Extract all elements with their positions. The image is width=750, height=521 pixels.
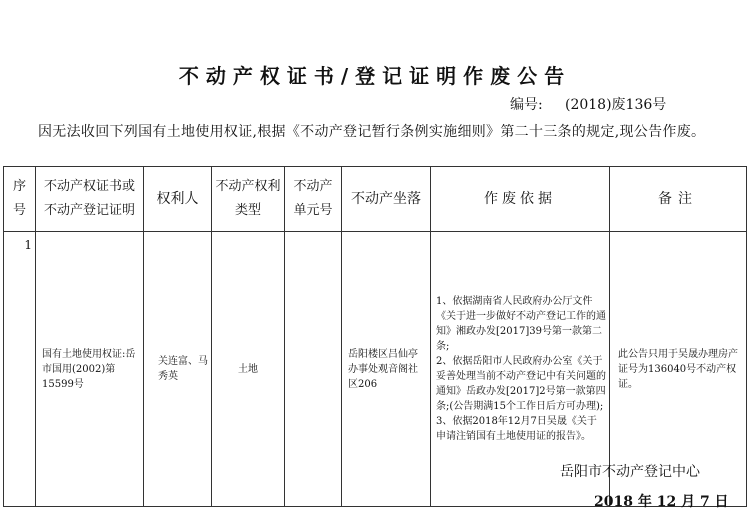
header-right-type: 不动产权利类型 [212,167,285,232]
cell-right-type: 土地 [212,232,285,507]
cell-remark: 此公告只用于吴晟办理房产证号为136040号不动产权证。 [610,232,747,507]
header-seq: 序号 [4,167,36,232]
cell-unit-no [285,232,342,507]
notice-title: 不动产权证书/登记证明作废公告 [178,64,572,88]
document-number-label: 编号: [510,97,543,113]
table-header-row [4,167,747,232]
header-remark: 备注 [610,167,747,232]
issuer-name: 岳阳市不动产登记中心 [560,464,700,480]
document-number [510,94,666,114]
cell-holder: 关连富、马秀英 [144,232,212,507]
basis-item-3: 3、依据2018年12月7日吴晟《关于申请注销国有土地使用证的报告》。 [436,416,597,442]
cell-location: 岳阳楼区吕仙亭办事处观音阁社区206 [342,232,431,507]
header-location: 不动产坐落 [342,167,431,232]
header-basis: 作废依据 [431,167,610,232]
basis-item-1: 1、依据湖南省人民政府办公厅文件《关于进一步做好不动产登记工作的通知》湘政办发[2017]39号第一款第二条; [436,296,606,352]
cell-cert: 国有土地使用权证:岳市国用(2002)第15599号 [36,232,144,507]
header-unit-no: 不动产单元号 [285,167,342,232]
issue-date: 2018 年 12 月 7 日 [594,494,729,510]
basis-item-2: 2、依据岳阳市人民政府办公室《关于妥善处理当前不动产登记中有关问题的通知》岳政办发[2017]2号第一款第四条;(公告期满15个工作日后方可办理); [436,356,606,412]
header-cert: 不动产权证书或不动产登记证明 [36,167,144,232]
void-certificate-table [3,166,747,507]
header-holder: 权利人 [144,167,212,232]
cell-seq: 1 [4,232,36,507]
document-number-value: (2018)废136号 [564,97,667,113]
intro-paragraph: 因无法收回下列国有土地使用权证,根据《不动产登记暂行条例实施细则》第二十三条的规定,现公告作废。 [38,124,706,140]
